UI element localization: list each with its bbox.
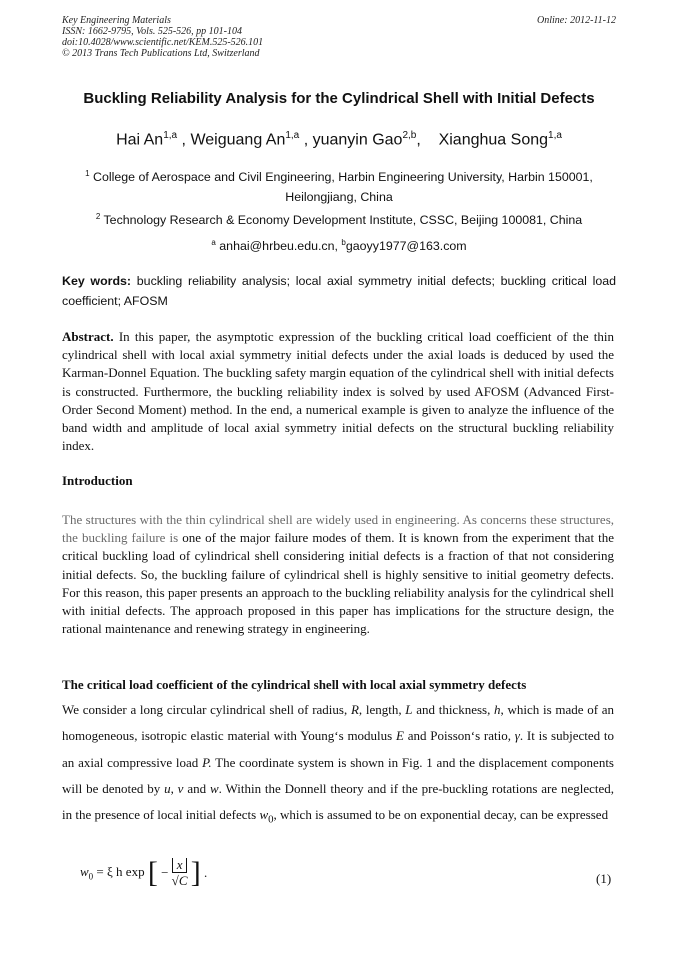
email-link[interactable]: gaoyy1977@163.com bbox=[345, 239, 467, 254]
text-run: The coordinate system is shown in Fig. 1 and the displacement components will be denoted by bbox=[62, 754, 614, 796]
section-heading-critical-load: The critical load coefficient of the cylindrical shell with local axial symmetry defects bbox=[62, 677, 527, 692]
math-var: L bbox=[405, 702, 413, 717]
copyright-line: © 2013 Trans Tech Publications Ltd, Switzerland bbox=[62, 48, 260, 59]
email-link[interactable]: anhai@hrbeu.edu.cn, bbox=[219, 239, 338, 254]
author-name: Xianghua Song bbox=[438, 131, 549, 149]
abstract-block bbox=[62, 328, 614, 455]
fraction-numerator: x bbox=[172, 858, 188, 872]
online-date: Online: 2012-11-12 bbox=[537, 15, 616, 26]
author-name: yuanyin Gao bbox=[312, 131, 403, 149]
fraction-denominator bbox=[172, 872, 188, 888]
equation-fraction bbox=[172, 858, 188, 888]
journal-name: Key Engineering Materials bbox=[62, 15, 171, 26]
text-run: and bbox=[187, 780, 207, 796]
author-sup: 1,a bbox=[285, 130, 300, 141]
sqrt-sign: √ bbox=[171, 873, 179, 888]
left-bracket: [ bbox=[147, 856, 158, 889]
equation-number: (1) bbox=[596, 871, 612, 886]
text-run: We consider a long circular cylindrical shell of radius, bbox=[62, 702, 348, 717]
affiliation-2 bbox=[62, 207, 616, 230]
equation-end-dot: . bbox=[203, 865, 208, 880]
math-var: E bbox=[396, 728, 404, 744]
equation-1 bbox=[80, 858, 207, 888]
text-run: . It is subjected to an axial compressive load bbox=[62, 728, 615, 770]
right-bracket: ] bbox=[190, 856, 201, 889]
equation-lhs: w bbox=[80, 864, 89, 880]
author-sup: 2,b bbox=[402, 130, 417, 141]
equation-lhs-sub: 0 bbox=[88, 871, 94, 882]
math-var: R bbox=[350, 702, 359, 717]
author-name: Hai An bbox=[116, 131, 164, 149]
math-var: γ bbox=[514, 728, 520, 744]
text-run: . Within the Donnell theory and if the pre-buckling rotations are neglected, in the presence of local initial defects bbox=[62, 780, 615, 823]
abstract-text: In this paper, the asymptotic expression of the buckling critical load coefficient of the thin cylindrical shell with local axial symmetry initial defects under the axial loads is deduced by used the Karman-Donnel Equation. The buckling safety margin equation of the cylindrical shell with initial defects is constructed. Furthermore, the buckling reliability index is solved by used AFOSM (Advanced First-Order Second Moment) method. In the end, a numerical example is given to analyze the influence of the band width and amplitude of local axial symmetry initial defects on the structural buckling reliability index. bbox=[62, 329, 615, 454]
author-sup: 1,a bbox=[163, 130, 178, 141]
abstract-label: Abstract. bbox=[62, 329, 114, 344]
math-var: u bbox=[164, 780, 171, 796]
affiliation-1 bbox=[62, 164, 616, 207]
minus-sign: − bbox=[161, 865, 169, 880]
math-var: v bbox=[177, 780, 184, 796]
affiliation-sup: 1 bbox=[85, 169, 90, 178]
doi-line: doi:10.4028/www.scientific.net/KEM.525-526.101 bbox=[62, 37, 264, 48]
math-subscript: 0 bbox=[268, 813, 274, 826]
text-run: and Poisson‘s ratio, bbox=[407, 728, 511, 744]
author-sup: 1,a bbox=[548, 130, 562, 141]
keywords-block bbox=[62, 271, 616, 311]
equation-rhs: = ξ h exp bbox=[96, 864, 145, 880]
math-var: w bbox=[209, 780, 219, 796]
introduction-text-grey: The structures with the thin cylindrical shell are widely used in engineering. As concerns these structures, the buckling failure is bbox=[62, 512, 614, 546]
text-run: , which is made of an homogeneous, isotropic elastic material with Young‘s modulus bbox=[62, 702, 615, 744]
text-run: , which is assumed to be on exponential decay, can be expressed bbox=[273, 807, 609, 823]
author-list: Hai An$^{1,a}$ , Weiguang An$^{1,a}$ , yuanyin Gao$^{2,b}$, Xianghua Song$^{1,a}$ bbox=[116, 130, 562, 149]
text-run: , length, bbox=[358, 702, 402, 717]
author-name: Weiguang An bbox=[190, 131, 286, 149]
affiliation-text: Technology Research & Economy Development Institute, CSSC, Beijing 100081, China bbox=[103, 213, 583, 228]
keywords-label: Key words: bbox=[62, 274, 132, 288]
keywords-text: buckling reliability analysis; local axial symmetry initial defects; buckling critical load coefficient; AFOSM bbox=[62, 274, 616, 308]
paper-title: Buckling Reliability Analysis for the Cylindrical Shell with Initial Defects bbox=[83, 90, 595, 107]
text-run: and thickness, bbox=[416, 702, 491, 717]
journal-header bbox=[62, 15, 263, 59]
affiliation-text: College of Aerospace and Civil Engineering, Harbin Engineering University, Harbin 150001, Heilongjiang, China bbox=[93, 170, 593, 205]
section-heading-introduction: Introduction bbox=[62, 473, 133, 488]
section2-paragraph: We consider a long circular cylindrical shell of radius, R, length, L and thickness, h, which is made of an homogeneous, isotropic elastic material with Young‘s modulus E and Poisson‘s ratio, γ. It is subjected to an axial compressive load P. The coordinate system is shown in Fig. 1 and the displacement components will be denoted by u, v and w. Within the Donnell theory and if the pre-buckling rotations are neglected, in the presence of local initial defects $w_0$, which is assumed to be on exponential decay, can be expressed bbox=[62, 702, 615, 826]
math-var: h bbox=[494, 702, 501, 717]
affiliation-sup: 2 bbox=[95, 212, 101, 221]
email-line bbox=[62, 233, 616, 256]
math-var: w bbox=[259, 807, 269, 823]
denominator-var: C bbox=[178, 873, 188, 888]
math-var: P. bbox=[202, 754, 212, 770]
introduction-paragraph bbox=[62, 511, 614, 638]
issn-line: ISSN: 1662-9795, Vols. 525-526, pp 101-104 bbox=[62, 26, 242, 37]
email-sup: b bbox=[341, 238, 346, 247]
email-sup: a bbox=[211, 238, 216, 247]
introduction-text: one of the major failure modes of them. It is known from the experiment that the critical buckling load of cylindrical shell considering initial defects is a fraction of that not considering initial defects. So, the buckling failure of cylindrical shell is highly sensitive to initial geometry defects. For this reason, this paper presents an approach to the buckling reliability analysis for the cylindrical shell with initial defects. The approach proposed in this paper has implications for the structure design, the rational maintenance and renewing strategy in engineering. bbox=[62, 530, 615, 637]
